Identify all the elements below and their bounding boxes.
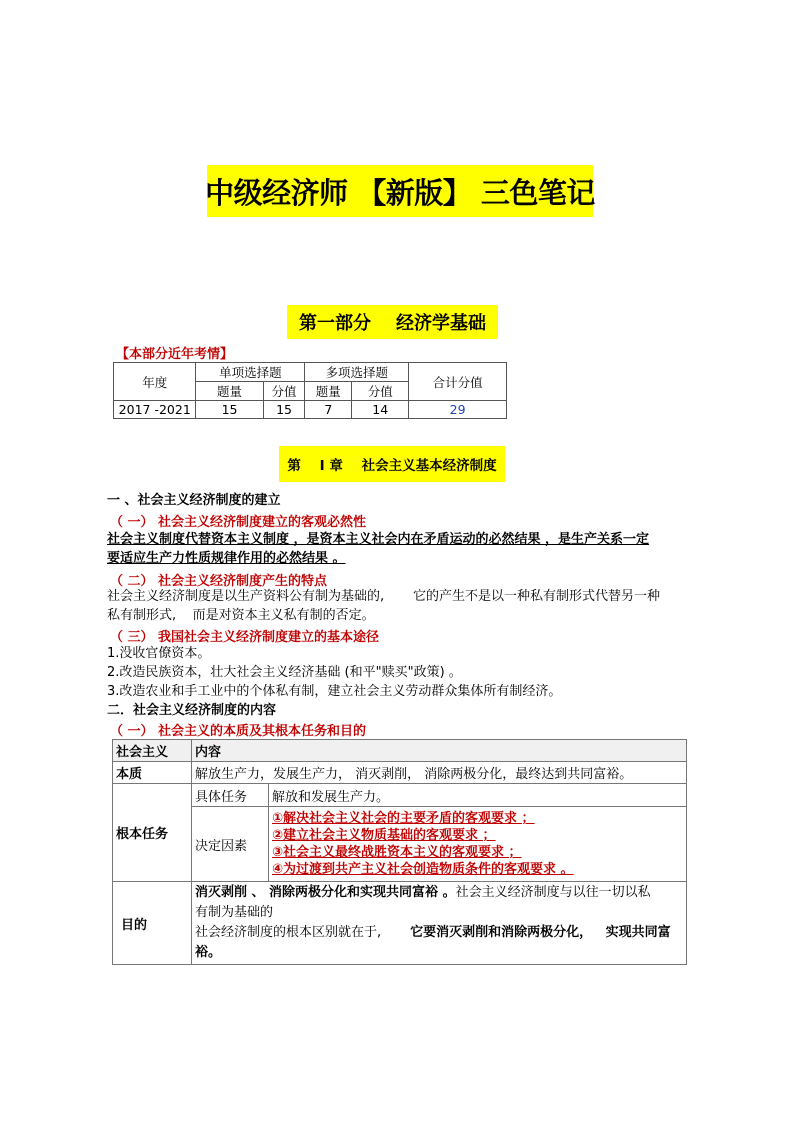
multi-choice-header: 多项选择题 xyxy=(305,363,409,382)
purpose-bold-1: 消灭剥削 、 消除两极分化和实现共同富裕 。 xyxy=(195,885,456,900)
essence-label: 本质 xyxy=(113,762,192,784)
exam-stats-label: 【本部分近年考情】 xyxy=(116,347,234,362)
multi-score-header: 分值 xyxy=(352,382,409,401)
exam-stats-table xyxy=(113,362,507,419)
total-cell: 29 xyxy=(409,401,507,419)
section-1-sub-1-line-1: 社会主义制度代替资本主义制度 ，是资本主义社会内在矛盾运动的必然结果 ，是生产关系一定 xyxy=(107,532,650,547)
year-cell: 2017 -2021 xyxy=(114,401,196,419)
part-title: 第一部分 经济学基础 xyxy=(287,305,498,339)
factor-item: ③社会主义最终战胜资本主义的客观要求 ； xyxy=(272,845,522,860)
section-2-title: 二．社会主义经济制度的内容 xyxy=(107,703,277,718)
year-header: 年度 xyxy=(114,363,196,401)
route-item-2: 2.改造民族资本，壮大社会主义经济基础 (和平"赎买"政策) 。 xyxy=(107,665,462,680)
section-1-title: 一 、社会主义经济制度的建立 xyxy=(107,493,281,508)
purpose-text-2: 有制为基础的 xyxy=(195,905,274,920)
document-title: 中级经济师 【新版】 三色笔记 xyxy=(207,165,593,217)
specific-task-label: 具体任务 xyxy=(192,784,269,807)
total-header: 合计分值 xyxy=(409,363,507,401)
purpose-text-1: 社会主义经济制度与以往一切以私 xyxy=(455,885,651,900)
purpose-bold-2: 它要消灭剥削和消除两极分化， 实现共同富 xyxy=(410,925,671,940)
section-1-sub-1-title: （ 一） 社会主义经济制度建立的客观必然性 xyxy=(110,515,367,530)
multi-count-cell: 7 xyxy=(305,401,352,419)
factor-item: ④为过渡到共产主义社会创造物质条件的客观要求 。 xyxy=(272,862,574,877)
section-1-sub-1-line-2: 要适应生产力性质规律作用的必然结果 。 xyxy=(107,551,346,566)
section-1-sub-3-title: （ 三） 我国社会主义经济制度建立的基本途径 xyxy=(110,630,380,645)
table-head-content: 内容 xyxy=(192,740,687,762)
route-item-1: 1.没收官僚资本。 xyxy=(107,646,211,661)
table-head-socialism: 社会主义 xyxy=(113,740,192,762)
specific-task-text: 解放和发展生产力。 xyxy=(269,784,687,807)
single-score-cell: 15 xyxy=(263,401,305,419)
multi-count-header: 题量 xyxy=(305,382,352,401)
factor-label: 决定因素 xyxy=(192,807,269,882)
multi-score-cell: 14 xyxy=(352,401,409,419)
factor-list xyxy=(269,807,687,882)
task-label: 根本任务 xyxy=(113,784,192,882)
factor-item: ①解决社会主义社会的主要矛盾的客观要求 ； xyxy=(272,811,535,826)
single-score-header: 分值 xyxy=(263,382,305,401)
section-1-sub-2-line-2: 私有制形式, 而是对资本主义私有制的否定。 xyxy=(107,608,375,623)
single-count-header: 题量 xyxy=(196,382,263,401)
purpose-label: 目的 xyxy=(113,882,192,965)
section-1-sub-2-title: （ 二） 社会主义经济制度产生的特点 xyxy=(110,574,328,589)
single-choice-header: 单项选择题 xyxy=(196,363,305,382)
socialism-content-table xyxy=(112,739,687,965)
factor-item: ②建立社会主义物质基础的客观要求 ； xyxy=(272,828,496,843)
chapter-title: 第 Ⅰ 章 社会主义基本经济制度 xyxy=(279,446,505,482)
single-count-cell: 15 xyxy=(196,401,263,419)
purpose-text xyxy=(192,882,687,965)
section-1-sub-2-line-1: 社会主义经济制度是以生产资料公有制为基础的, 它的产生不是以一种私有制形式代替另一种 xyxy=(107,589,661,604)
purpose-text-3: 社会经济制度的根本区别就在于, xyxy=(195,925,411,940)
route-item-3: 3.改造农业和手工业中的个体私有制，建立社会主义劳动群众集体所有制经济。 xyxy=(107,684,562,699)
essence-text: 解放生产力，发展生产力， 消灭剥削， 消除两极分化，最终达到共同富裕。 xyxy=(192,762,687,784)
section-2-sub-1-title: （ 一） 社会主义的本质及其根本任务和目的 xyxy=(110,724,367,739)
purpose-bold-3: 裕。 xyxy=(195,945,222,960)
